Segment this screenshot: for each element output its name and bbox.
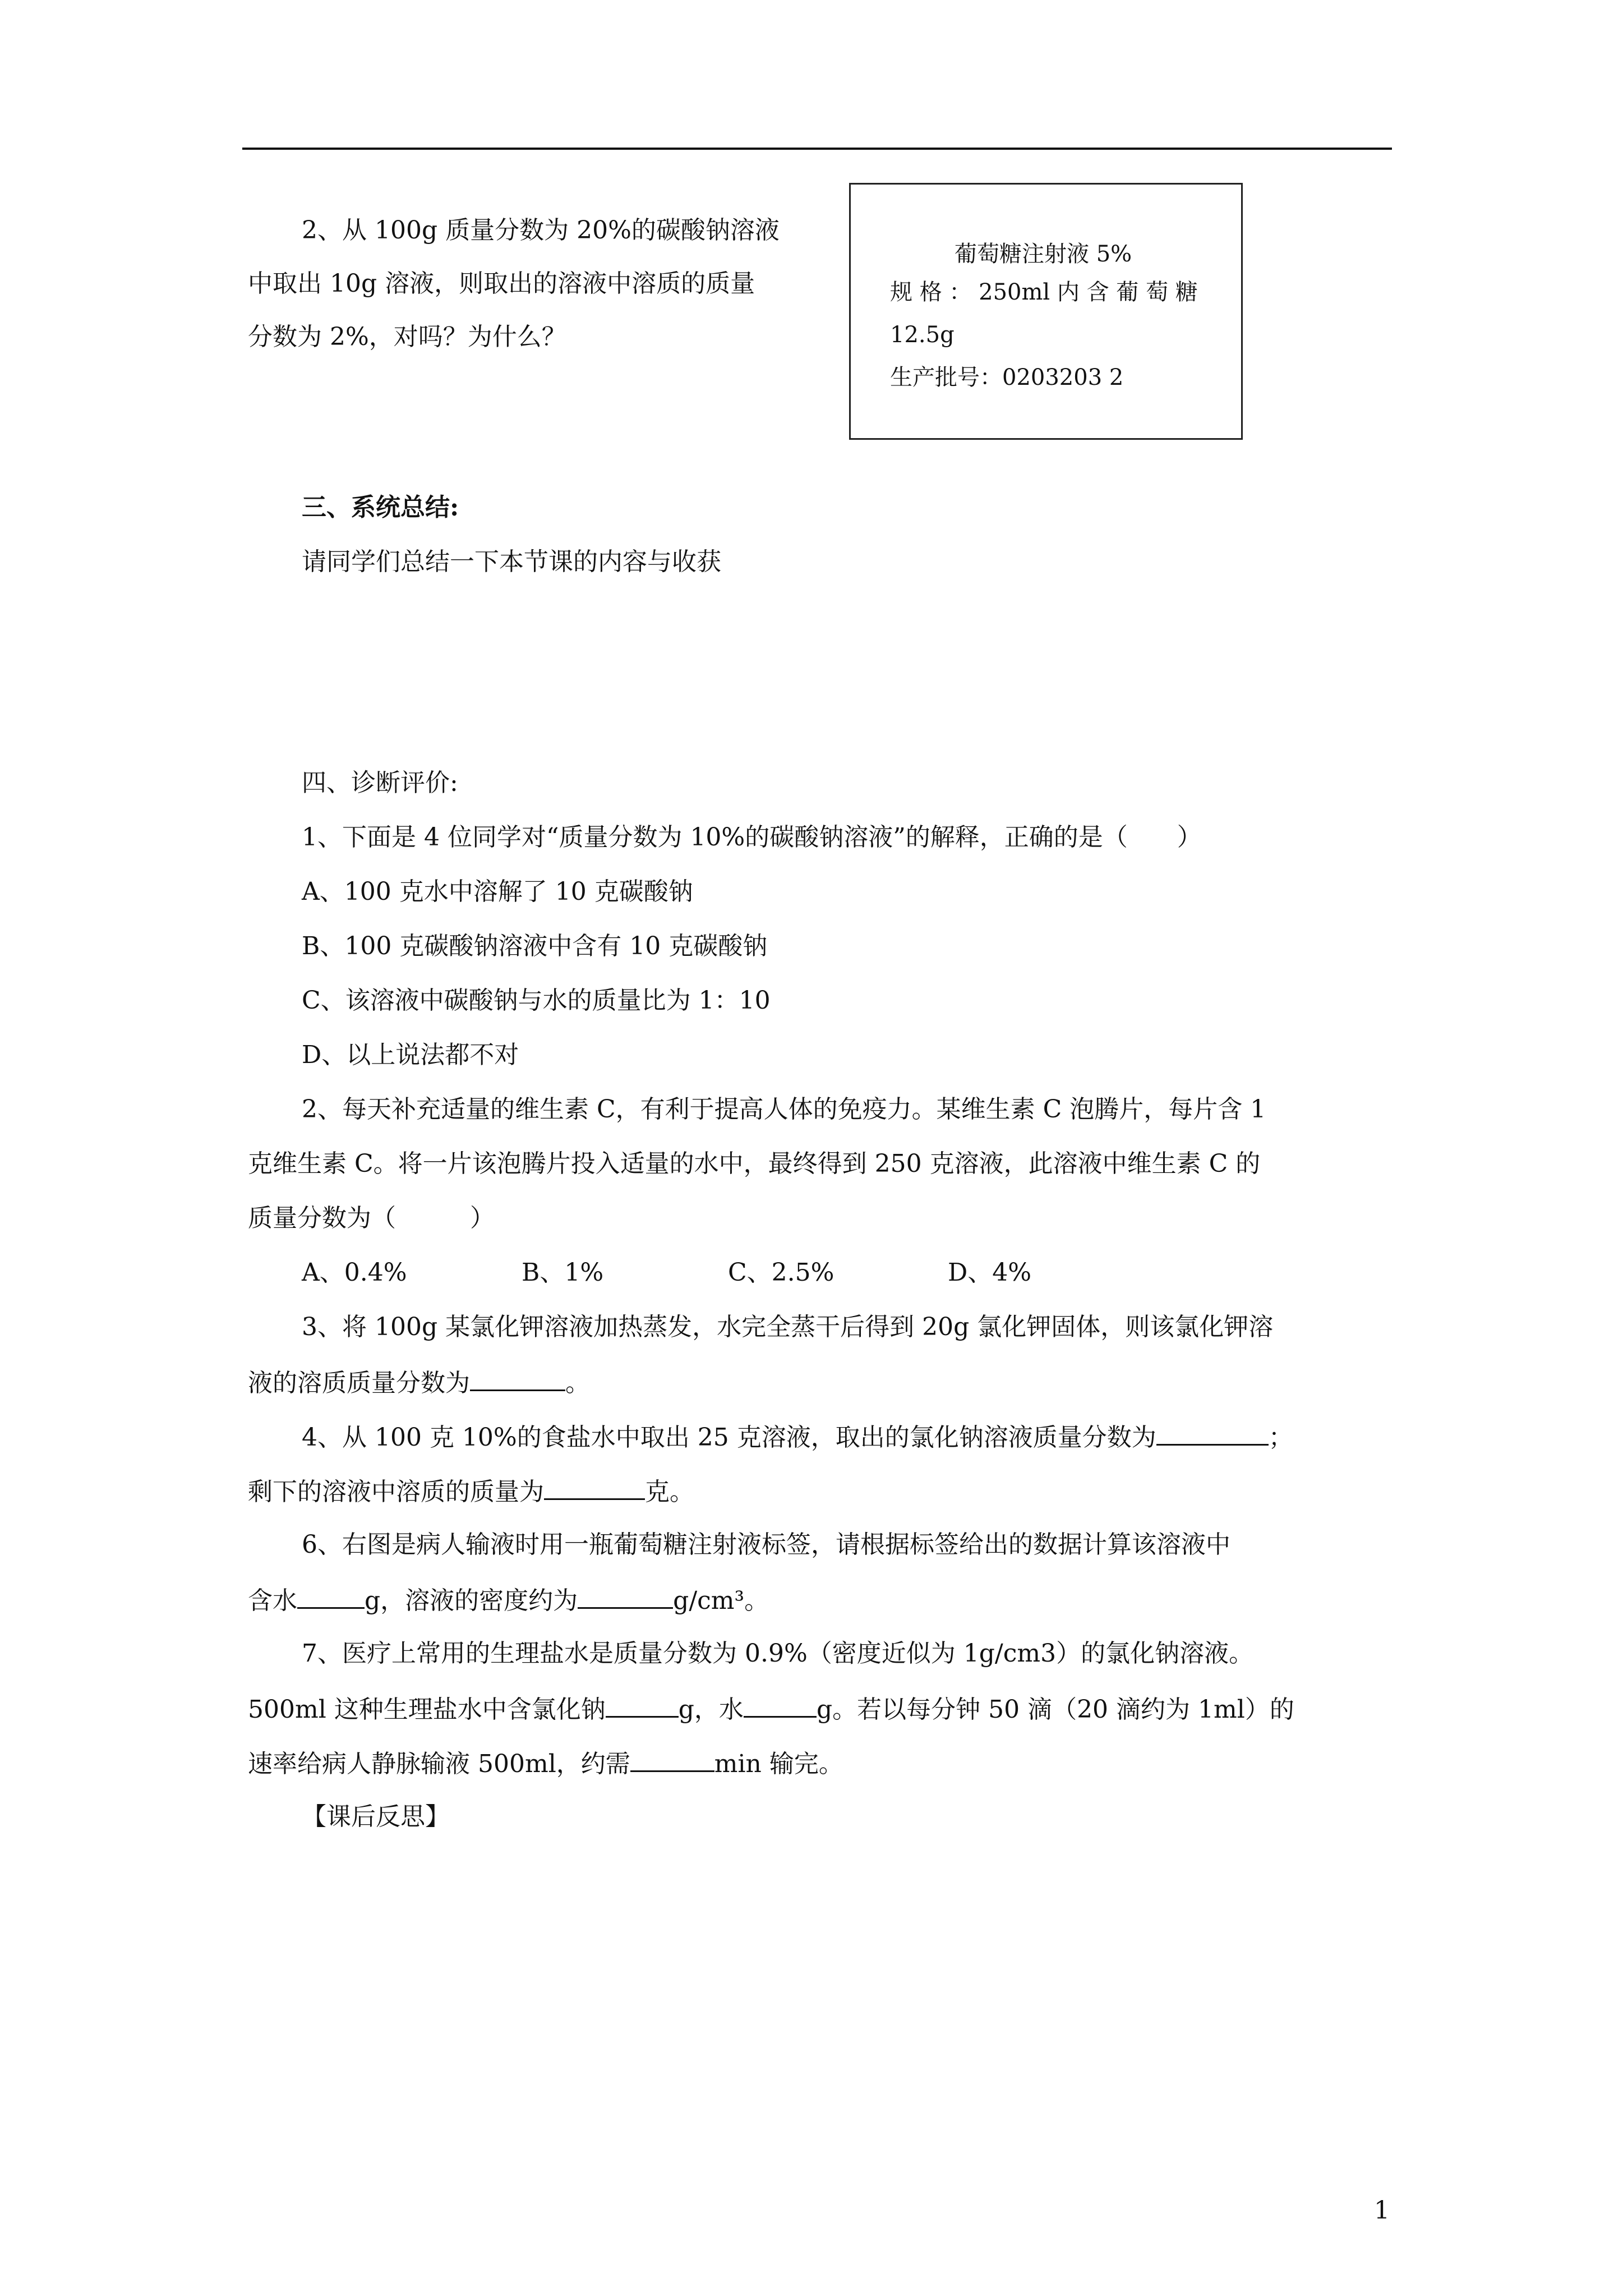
label-title: 葡萄糖注射液 5% (955, 241, 1132, 267)
section4-heading: 四、诊断评价: (302, 769, 458, 797)
q2-option-b: B、1% (522, 1258, 604, 1287)
reflection-heading: 【课后反思】 (302, 1802, 450, 1831)
q2-prev-line2: 中取出 10g 溶液，则取出的溶液中溶质的质量 (248, 269, 755, 298)
q4-blank-1[interactable] (1156, 1419, 1269, 1446)
q6-line2-end: g/cm³。 (673, 1586, 769, 1615)
q7-line2-text: 500ml 这种生理盐水中含氯化钠 (248, 1695, 606, 1724)
q7-line3 (248, 1746, 843, 1781)
q1-option-b: B、100 克碳酸钠溶液中含有 10 克碳酸钠 (302, 932, 768, 960)
q1-option-a: A、100 克水中溶解了 10 克碳酸钠 (302, 877, 693, 906)
q1-option-d: D、以上说法都不对 (302, 1041, 519, 1069)
section3-text: 请同学们总结一下本节课的内容与收获 (302, 547, 721, 576)
q1-stem: 1、下面是 4 位同学对“质量分数为 10%的碳酸钠溶液”的解释，正确的是（ ） (302, 823, 1202, 852)
q3-line1: 3、将 100g 某氯化钾溶液加热蒸发，水完全蒸干后得到 20g 氯化钾固体，则该氯化钾溶 (302, 1313, 1274, 1341)
q3-line2 (248, 1365, 590, 1400)
q6-line1: 6、右图是病人输液时用一瓶葡萄糖注射液标签，请根据标签给出的数据计算该溶液中 (302, 1530, 1230, 1559)
q6-line2 (248, 1582, 769, 1618)
q2-line2: 克维生素 C。将一片该泡腾片投入适量的水中，最终得到 250 克溶液，此溶液中维生素 C 的 (248, 1149, 1261, 1178)
q4-line2-text: 剩下的溶液中溶质的质量为 (248, 1478, 544, 1506)
q2-option-c: C、2.5% (728, 1258, 834, 1287)
q7-line3-text: 速率给病人静脉输液 500ml，约需 (248, 1750, 630, 1778)
q7-blank-minutes[interactable] (630, 1746, 714, 1772)
q7-line2-mid: g，水 (678, 1695, 744, 1724)
q6-blank-water[interactable] (297, 1582, 365, 1609)
q3-answer-blank[interactable] (470, 1365, 565, 1391)
glucose-label-box (849, 183, 1243, 440)
q4-line1 (302, 1419, 1293, 1455)
page-number: 1 (1374, 2196, 1390, 2225)
q4-line1-text: 4、从 100 克 10%的食盐水中取出 25 克溶液，取出的氯化钠溶液质量分数为 (302, 1423, 1156, 1452)
label-spec: 规 格 ： 250ml 内 含 葡 萄 糖 (890, 279, 1198, 305)
q2-prev-line3: 分数为 2%，对吗？为什么？ (248, 323, 566, 351)
q2-line3: 质量分数为（ ） (248, 1204, 495, 1232)
q7-line2 (248, 1691, 1294, 1727)
label-amount: 12.5g (890, 322, 955, 348)
q6-line2-text: 含水 (248, 1586, 297, 1615)
q1-option-c: C、该溶液中碳酸钠与水的质量比为 1：10 (302, 986, 771, 1015)
q7-line2-end: g。若以每分钟 50 滴（20 滴约为 1ml）的 (816, 1695, 1294, 1724)
q4-line2-end: 克。 (645, 1478, 694, 1506)
q6-line2-mid: g，溶液的密度约为 (365, 1586, 578, 1615)
q2-option-a: A、0.4% (302, 1258, 407, 1287)
q2-prev-line1: 2、从 100g 质量分数为 20%的碳酸钠溶液 (302, 216, 780, 245)
q3-line2-text: 液的溶质质量分数为 (248, 1369, 470, 1397)
q7-line1: 7、医疗上常用的生理盐水是质量分数为 0.9%（密度近似为 1g/cm3）的氯化钠溶液。 (302, 1639, 1254, 1668)
q4-line2 (248, 1474, 694, 1509)
q3-line2-end: 。 (565, 1369, 590, 1397)
q4-blank-2[interactable] (544, 1474, 645, 1500)
q7-blank-nacl[interactable] (606, 1691, 679, 1718)
q2-option-d: D、4% (948, 1258, 1032, 1287)
q2-line1: 2、每天补充适量的维生素 C，有利于提高人体的免疫力。某维生素 C 泡腾片，每片含 1 (302, 1095, 1266, 1124)
label-batch: 生产批号：0203203 2 (890, 365, 1124, 390)
q7-line3-end: min 输完。 (714, 1750, 843, 1778)
q6-blank-density[interactable] (578, 1582, 673, 1609)
section3-heading: 三、系统总结: (302, 493, 459, 522)
header-rule (242, 148, 1392, 150)
q7-blank-water[interactable] (744, 1691, 817, 1718)
q4-line1-end: ； (1268, 1423, 1293, 1452)
